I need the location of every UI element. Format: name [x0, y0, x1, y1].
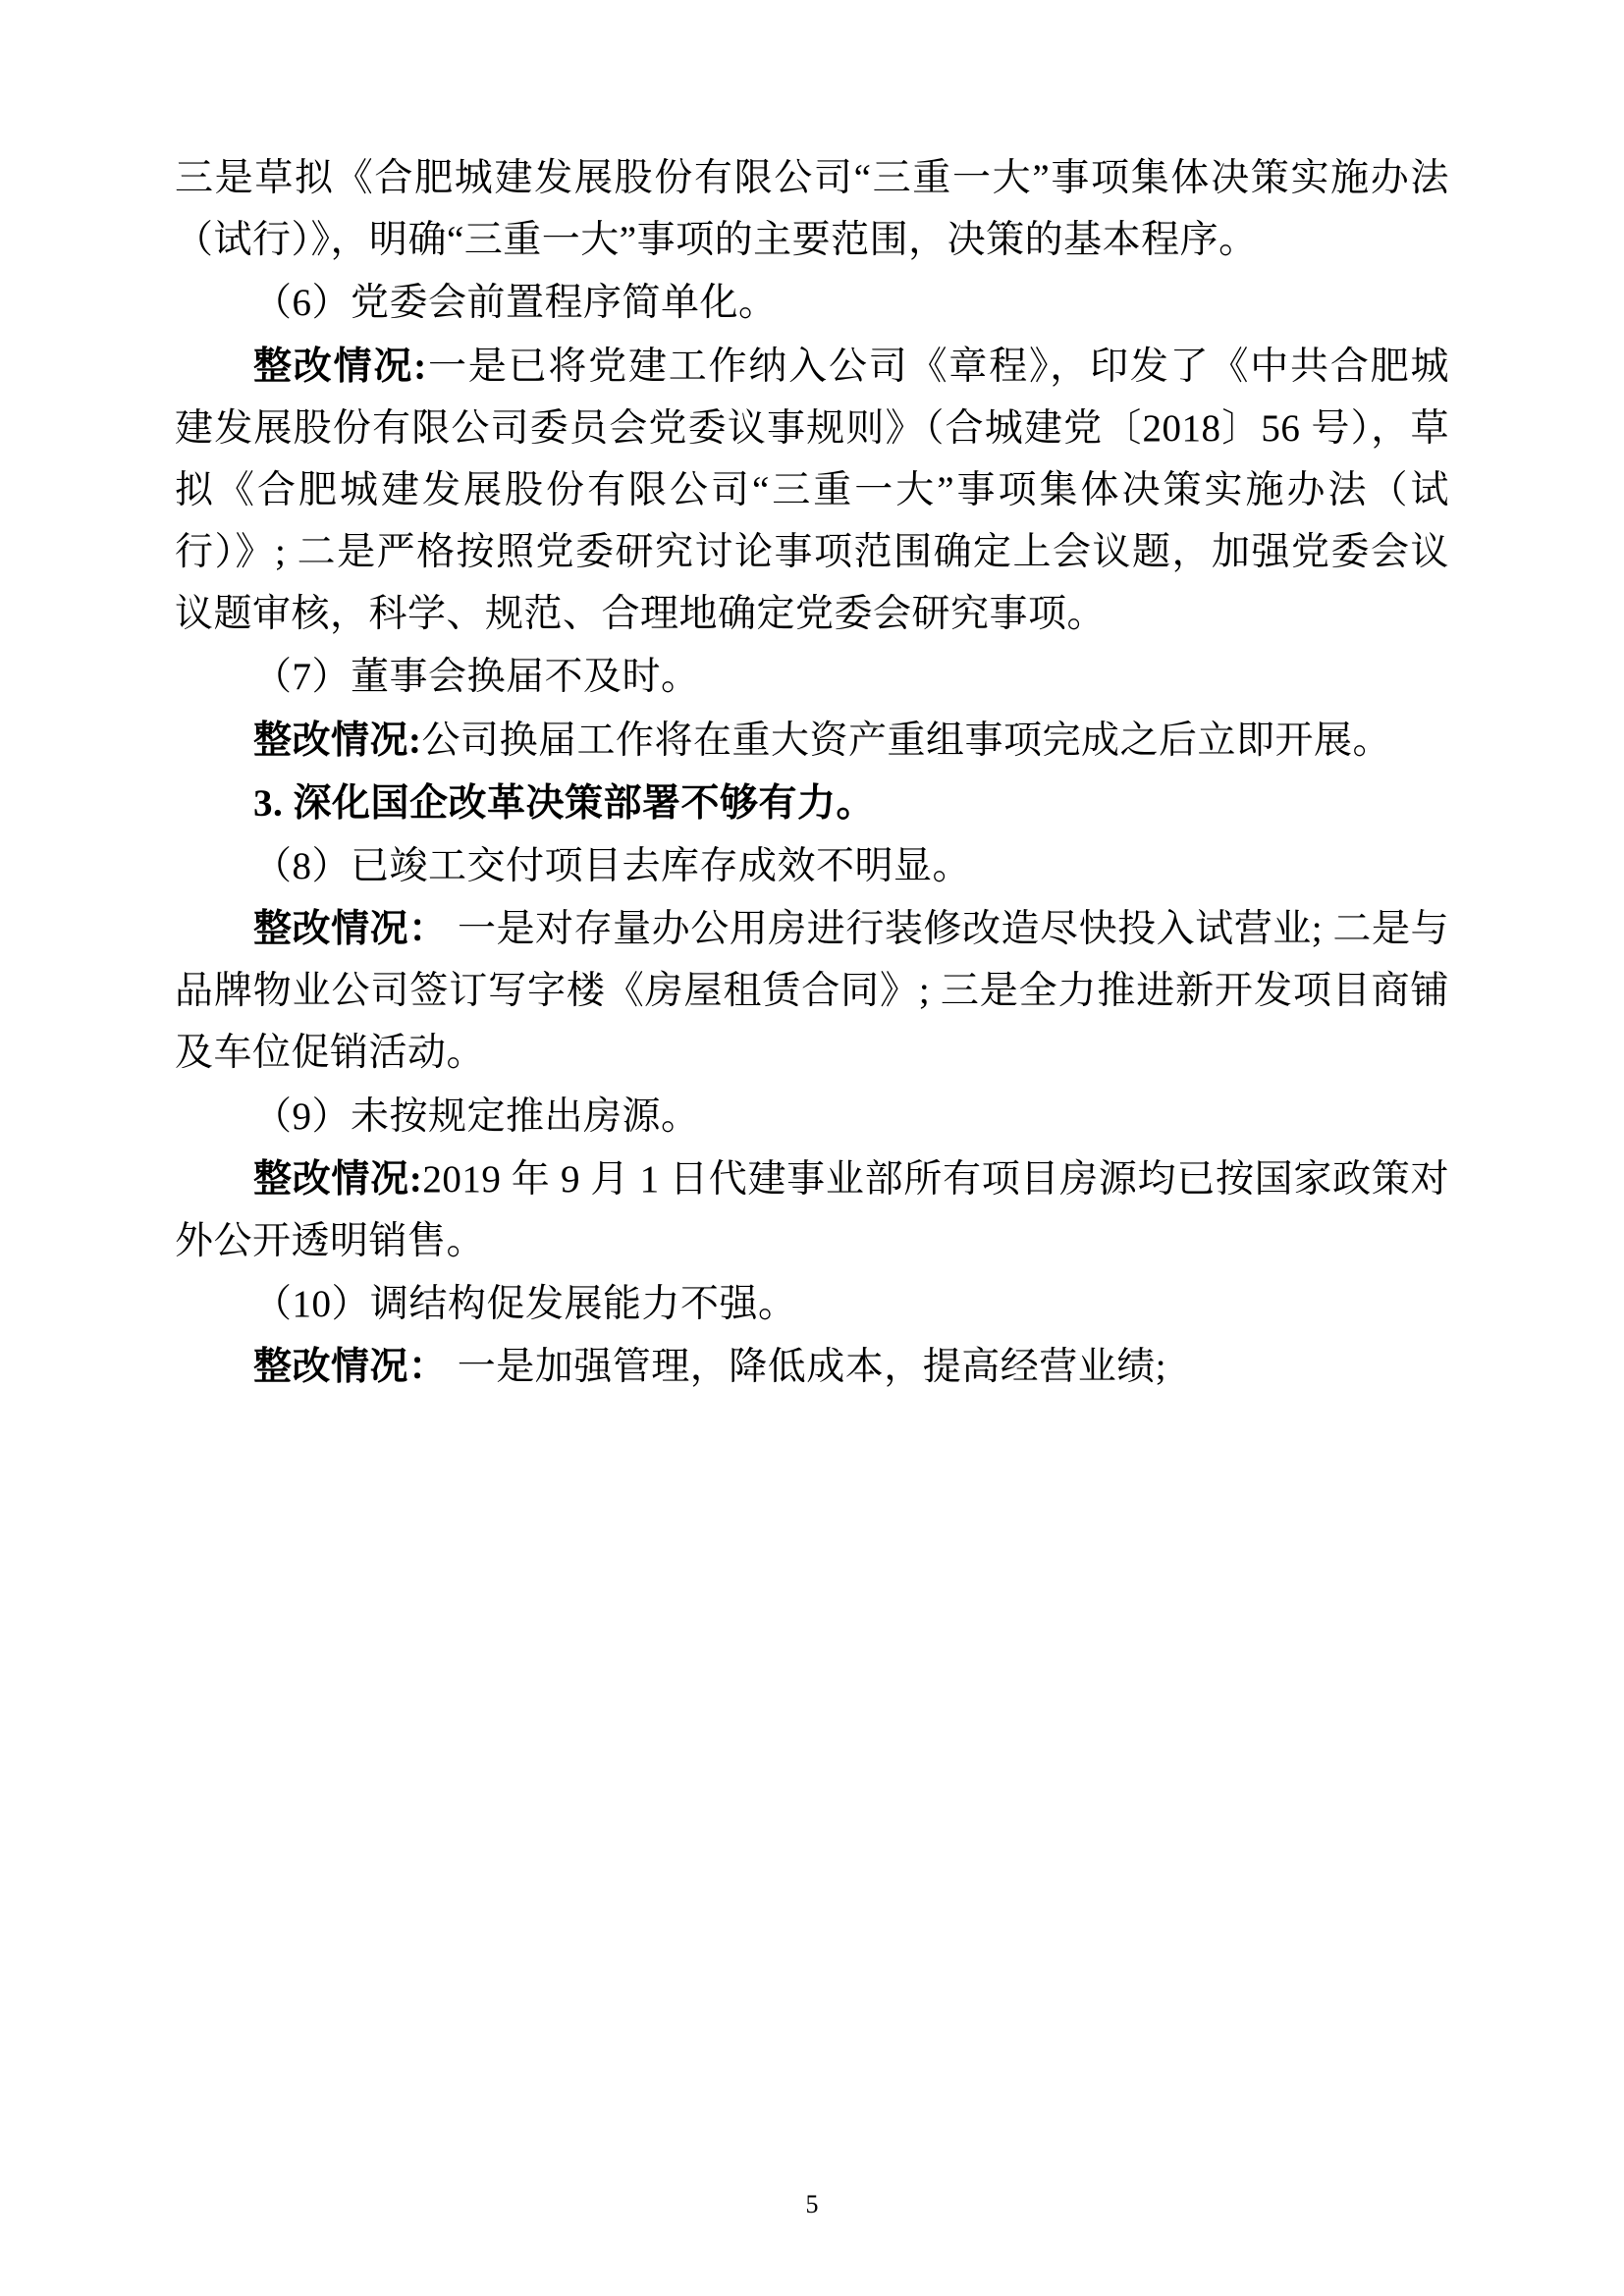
response-label: 整改情况： [253, 1346, 448, 1389]
paragraph-item-7: （7）董事会换届不及时。 [253, 656, 700, 699]
page-number: 5 [805, 2190, 819, 2218]
response-text: 公司换届工作将在重大资产重组事项完成之后立即开展。 [421, 719, 1392, 762]
paragraph-item-6: （6）党委会前置程序简单化。 [253, 282, 778, 325]
document-body [175, 147, 1449, 1398]
paragraph-response-7 [175, 710, 1449, 772]
paragraph-item-10: （10）调结构促发展能力不强。 [253, 1283, 797, 1326]
paragraph-response-9 [175, 1148, 1449, 1272]
response-text: 一是已将党建工作纳入公司《章程》，印发了《中共合肥城建发展股份有限公司委员会党委议事规则》（合城建党〔2018〕56 号），草拟《合肥城建发展股份有限公司“三重一大”事项集体决策实施办法（试行）》; 二是严格按照党委研究讨论事项范围确定上会议题，加强党委会议议题审核，科学、规范、合理地确定党委会研究事项。 [175, 345, 1449, 636]
paragraph-item-9: （9）未按规定推出房源。 [253, 1095, 700, 1138]
paragraph-response-10 [175, 1336, 1449, 1398]
paragraph-item-8: （8）已竣工交付项目去库存成效不明显。 [253, 844, 972, 887]
response-label: 整改情况: [253, 719, 422, 762]
response-text: 一是加强管理，降低成本，提高经营业绩; [447, 1346, 1167, 1389]
response-label: 整改情况: [253, 345, 427, 388]
response-label: 整改情况: [253, 1157, 423, 1201]
paragraph-response-6 [175, 336, 1449, 646]
paragraph-continuation: 三是草拟《合肥城建发展股份有限公司“三重一大”事项集体决策实施办法（试行）》，明确“三重一大”事项的主要范围，决策的基本程序。 [175, 157, 1449, 262]
response-label: 整改情况： [253, 908, 448, 951]
paragraph-response-8 [175, 898, 1449, 1085]
response-text: 一是对存量办公用房进行装修改造尽快投入试营业; 二是与品牌物业公司签订写字楼《房屋租赁合同》; 三是全力推进新开发项目商铺及车位促销活动。 [175, 908, 1449, 1075]
section-heading-3: 3. 深化国企改革决策部署不够有力。 [253, 781, 876, 825]
response-text: 2019 年 9 月 1 日代建事业部所有项目房源均已按国家政策对外公开透明销售。 [175, 1157, 1449, 1262]
